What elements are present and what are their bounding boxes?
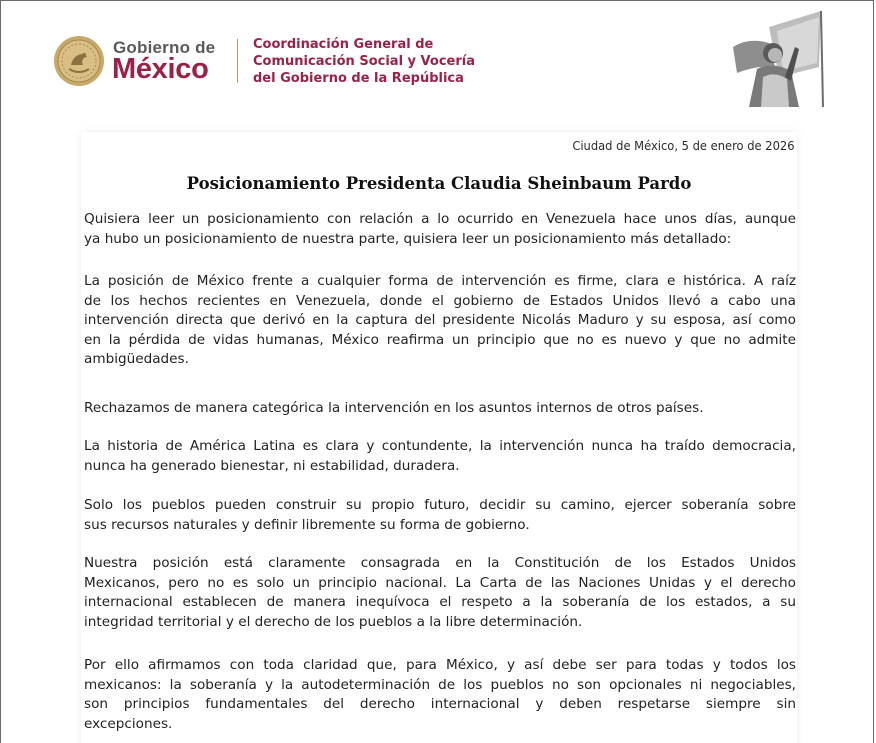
- paragraph: [84, 272, 796, 370]
- paragraph: [84, 656, 796, 734]
- paragraph-line: nunca ha generado bienestar, ni estabilidad, duradera.: [84, 457, 460, 474]
- paragraph-line: La historia de América Latina es clara y contundente, la intervención nunca ha traído democracia,: [84, 438, 796, 454]
- paragraph-line: son principios fundamentales del derecho internacional y deben respetarse siempre sin: [84, 696, 796, 712]
- paragraph-line: Rechazamos de manera categórica la intervención en los asuntos internos de otros países.: [84, 400, 704, 416]
- paragraph-line: en la pérdida de vidas humanas, México reafirma un principio que no es nuevo y que no admite: [84, 331, 796, 348]
- heroine-flag-emblem-icon: [729, 7, 825, 107]
- coordinacion-line: Coordinación General de: [253, 37, 434, 52]
- gobierno-line1: Gobierno de: [113, 38, 216, 57]
- paragraph: [84, 437, 796, 476]
- paragraph-line: de los hechos recientes en Venezuela, donde el gobierno de Estados Unidos llevó a cabo una: [84, 292, 796, 309]
- paragraph-line: Quisiera leer un posicionamiento con relación a lo ocurrido en Venezuela hace unos días, aunque: [84, 211, 796, 227]
- paragraph: [84, 554, 796, 632]
- document-date: Ciudad de México, 5 de enero de 2026: [572, 138, 795, 153]
- paragraph-line: Solo los pueblos pueden construir su propio futuro, decidir su camino, ejercer soberanía sobre: [84, 497, 796, 513]
- paragraph-line: Nuestra posición está claramente consagrada en la Constitución de los Estados Unidos: [84, 555, 796, 571]
- paragraph-line: La posición de México frente a cualquier forma de intervención es firme, clara e histórica. A raíz: [84, 273, 796, 289]
- paragraph-line: Mexicanos, pero no es solo un principio nacional. La Carta de las Naciones Unidas y el derecho: [84, 574, 796, 591]
- paragraph-line: excepciones.: [84, 715, 173, 732]
- paragraph: [84, 399, 796, 419]
- header-divider: [237, 39, 238, 83]
- paragraph-line: internacional establecen de manera inequívoca el respeto a la soberanía de los estados, a su: [84, 594, 796, 610]
- document-title: Posicionamiento Presidenta Claudia Sheinbaum Pardo: [186, 174, 692, 193]
- national-seal-icon: [53, 35, 105, 87]
- coordinacion-block: [253, 36, 475, 87]
- letterhead: [1, 1, 873, 126]
- paragraph-line: ambigüedades.: [84, 351, 189, 367]
- paragraph: [84, 210, 796, 249]
- paragraph-line: integridad territorial y el derecho de los pueblos a la libre determinación.: [84, 613, 583, 630]
- paragraph: [84, 496, 796, 535]
- gobierno-line2: México: [112, 53, 209, 85]
- coordinacion-line: Comunicación Social y Vocería: [253, 54, 475, 69]
- document-body: [81, 132, 797, 743]
- coordinacion-line: del Gobierno de la República: [253, 71, 464, 86]
- paragraph-line: sus recursos naturales y definir libremente su forma de gobierno.: [84, 516, 530, 533]
- paragraph-line: intervención directa que derivó en la captura del presidente Nicolás Maduro y su esposa, así como: [84, 312, 796, 328]
- paragraph-line: ya hubo un posicionamiento de nuestra parte, quisiera leer un posicionamiento más detallado:: [84, 230, 732, 247]
- paragraph-line: Por ello afirmamos con toda claridad que, para México, y así debe ser para todas y todos los: [84, 657, 796, 673]
- paragraph-line: mexicanos: la soberanía y la autodeterminación de los pueblos no son opcionales ni negociables,: [84, 676, 796, 693]
